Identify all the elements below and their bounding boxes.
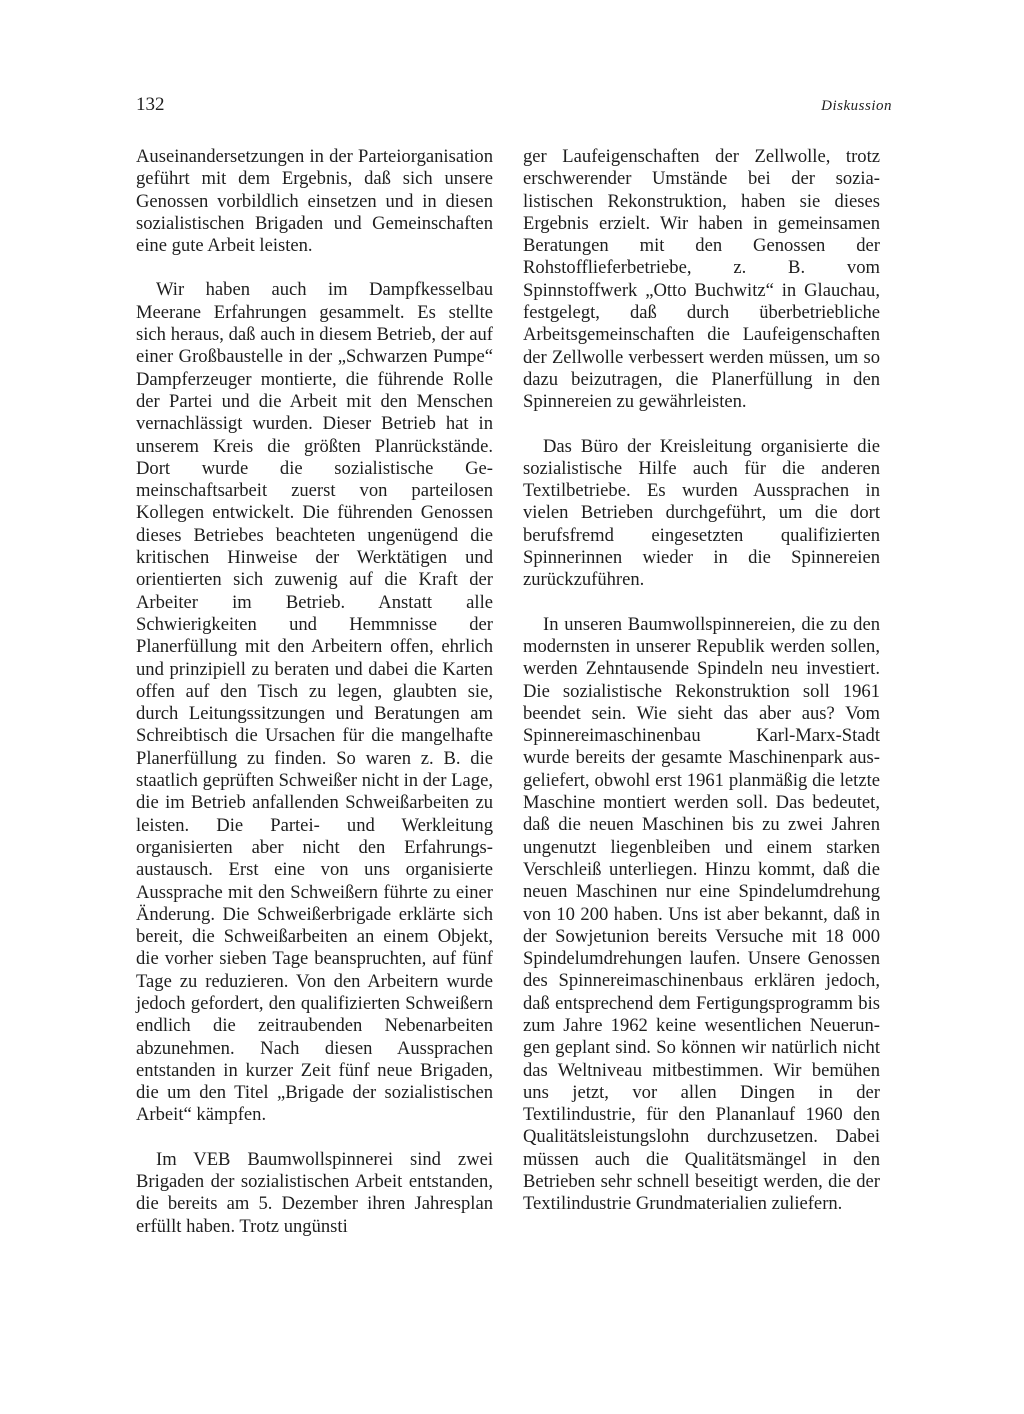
left-column bbox=[136, 146, 493, 1260]
page-header bbox=[136, 94, 892, 116]
paragraph-right-2: Das Büro der Kreisleitung organisierte die sozialistische Hilfe auch für die anderen Textilbetriebe. Es wurden Aussprachen in vielen Betrieben durchgeführt, um die dort berufsfremd eingesetzten qualifizierten Spinnerinnen wieder in die Spinnereien zurückzuführen. bbox=[523, 435, 880, 591]
right-column bbox=[523, 146, 880, 1238]
paragraph-left-2: Wir haben auch im Dampfkesselbau Meerane Erfahrungen gesammelt. Es stellte sich heraus, daß auch in diesem Betrieb, der auf einer Großbaustelle in der „Schwarzen Pumpe“ Dampferzeuger montierte, die führende Rolle der Partei und die Arbeit mit den Menschen vernachlässigt wurden. Dieser Betrieb hat in unserem Kreis die größten Planrückstände. Dort wurde die sozialistische Gemeinschaftsarbeit zuerst von parteilosen Kollegen entwickelt. Die führenden Genossen dieses Betriebes beachteten ungenügend die kritischen Hinweise der Werktätigen und orientierten sich zuwenig auf die Kraft der Arbeiter im Betrieb. Anstatt alle Schwierigkeiten und Hemmnisse der Planerfüllung mit den Arbeitern offen, ehrlich und prinzipiell zu beraten und dabei die Karten offen auf den Tisch zu legen, glaubten sie, durch Leitungssitzungen und Beratungen am Schreibtisch die Ursachen für die mangelhafte Planerfüllung zu finden. So waren z. B. die staatlich geprüften Schweißer nicht in der Lage, die im Betrieb anfallenden Schweißarbeiten zu leisten. Die Partei- und Werkleitung organisierten aber nicht den Erfahrungsaustausch. Erst eine von uns organisierte Aussprache mit den Schweißern führte zu einer Änderung. Die Schweißerbrigade erklärte sich bereit, die Schweißarbeiten an einem Objekt, die vorher sieben Tage beanspruchten, auf fünf Tage zu reduzieren. Von den Arbeitern wurde jedoch gefordert, den qualifizierten Schweißern endlich die zeitraubenden Nebenarbeiten abzunehmen. Nach diesen Aussprachen entstanden in kurzer Zeit fünf neue Brigaden, die um den Titel „Brigade der sozialistischen Arbeit“ kämpfen. bbox=[136, 279, 493, 1126]
paragraph-left-3: Im VEB Baumwollspinnerei sind zwei Brigaden der sozialistischen Arbeit entstanden, die bereits am 5. Dezember ihren Jahresplan erfüllt haben. Trotz ungünsti bbox=[136, 1148, 493, 1237]
paragraph-left-1: Auseinandersetzungen in der Parteiorganisation geführt mit dem Ergebnis, daß sich unsere Genossen vorbildlich einsetzen und in diesen sozialistischen Brigaden und Gemeinschaften eine gute Arbeit leisten. bbox=[136, 146, 493, 257]
page-number: 132 bbox=[136, 94, 165, 115]
paragraph-right-1: ger Laufeigenschaften der Zellwolle, trotz erschwerender Umstände bei der sozialistischen Rekonstruktion, haben sie dieses Ergebnis erzielt. Wir haben in gemeinsamen Beratungen mit den Genossen der Rohstofflieferbetriebe, z. B. vom Spinnstoffwerk „Otto Buchwitz“ in Glauchau, festgelegt, daß durch überbetriebliche Arbeitsgemeinschaften die Laufeigenschaften der Zellwolle verbessert werden müssen, um so dazu beizutragen, die Planerfüllung in den Spinnereien zu gewährleisten. bbox=[523, 146, 880, 413]
running-title: Diskussion bbox=[821, 98, 892, 114]
paragraph-right-3: In unseren Baumwollspinnereien, die zu den modernsten in unserer Republik werden sollen, werden Zehntausende Spindeln neu investiert. Die sozialistische Rekonstruktion soll 1961 beendet sein. Wie sieht das aber aus? Vom Spinnereimaschinenbau Karl-Marx-Stadt wurde bereits der gesamte Maschinenpark ausgeliefert, obwohl erst 1961 planmäßig die letzte Maschine montiert werden soll. Das bedeutet, daß die neuen Maschinen bis zu zwei Jahren ungenutzt liegenbleiben und einem starken Verschleiß unterliegen. Hinzu kommt, daß die neuen Maschinen nur eine Spindelumdrehung von 10 200 haben. Uns ist aber bekannt, daß in der Sowjetunion bereits Versuche mit 18 000 Spindelumdrehungen laufen. Unsere Genossen des Spinnereimaschinenbaus erklären jedoch, daß entsprechend dem Fertigungsprogramm bis zum Jahre 1962 keine wesentlichen Neuerungen geplant sind. So können wir natürlich nicht das Weltniveau mitbestimmen. Wir bemühen uns jetzt, vor allen Dingen in der Textilindustrie, für den Plananlauf 1960 den Qualitätsleistungslohn durchzusetzen. Dabei müssen auch die Qualitätsmängel in den Betrieben sehr schnell beseitigt werden, die der Textilindustrie Grundmaterialien zuliefern. bbox=[523, 613, 880, 1215]
